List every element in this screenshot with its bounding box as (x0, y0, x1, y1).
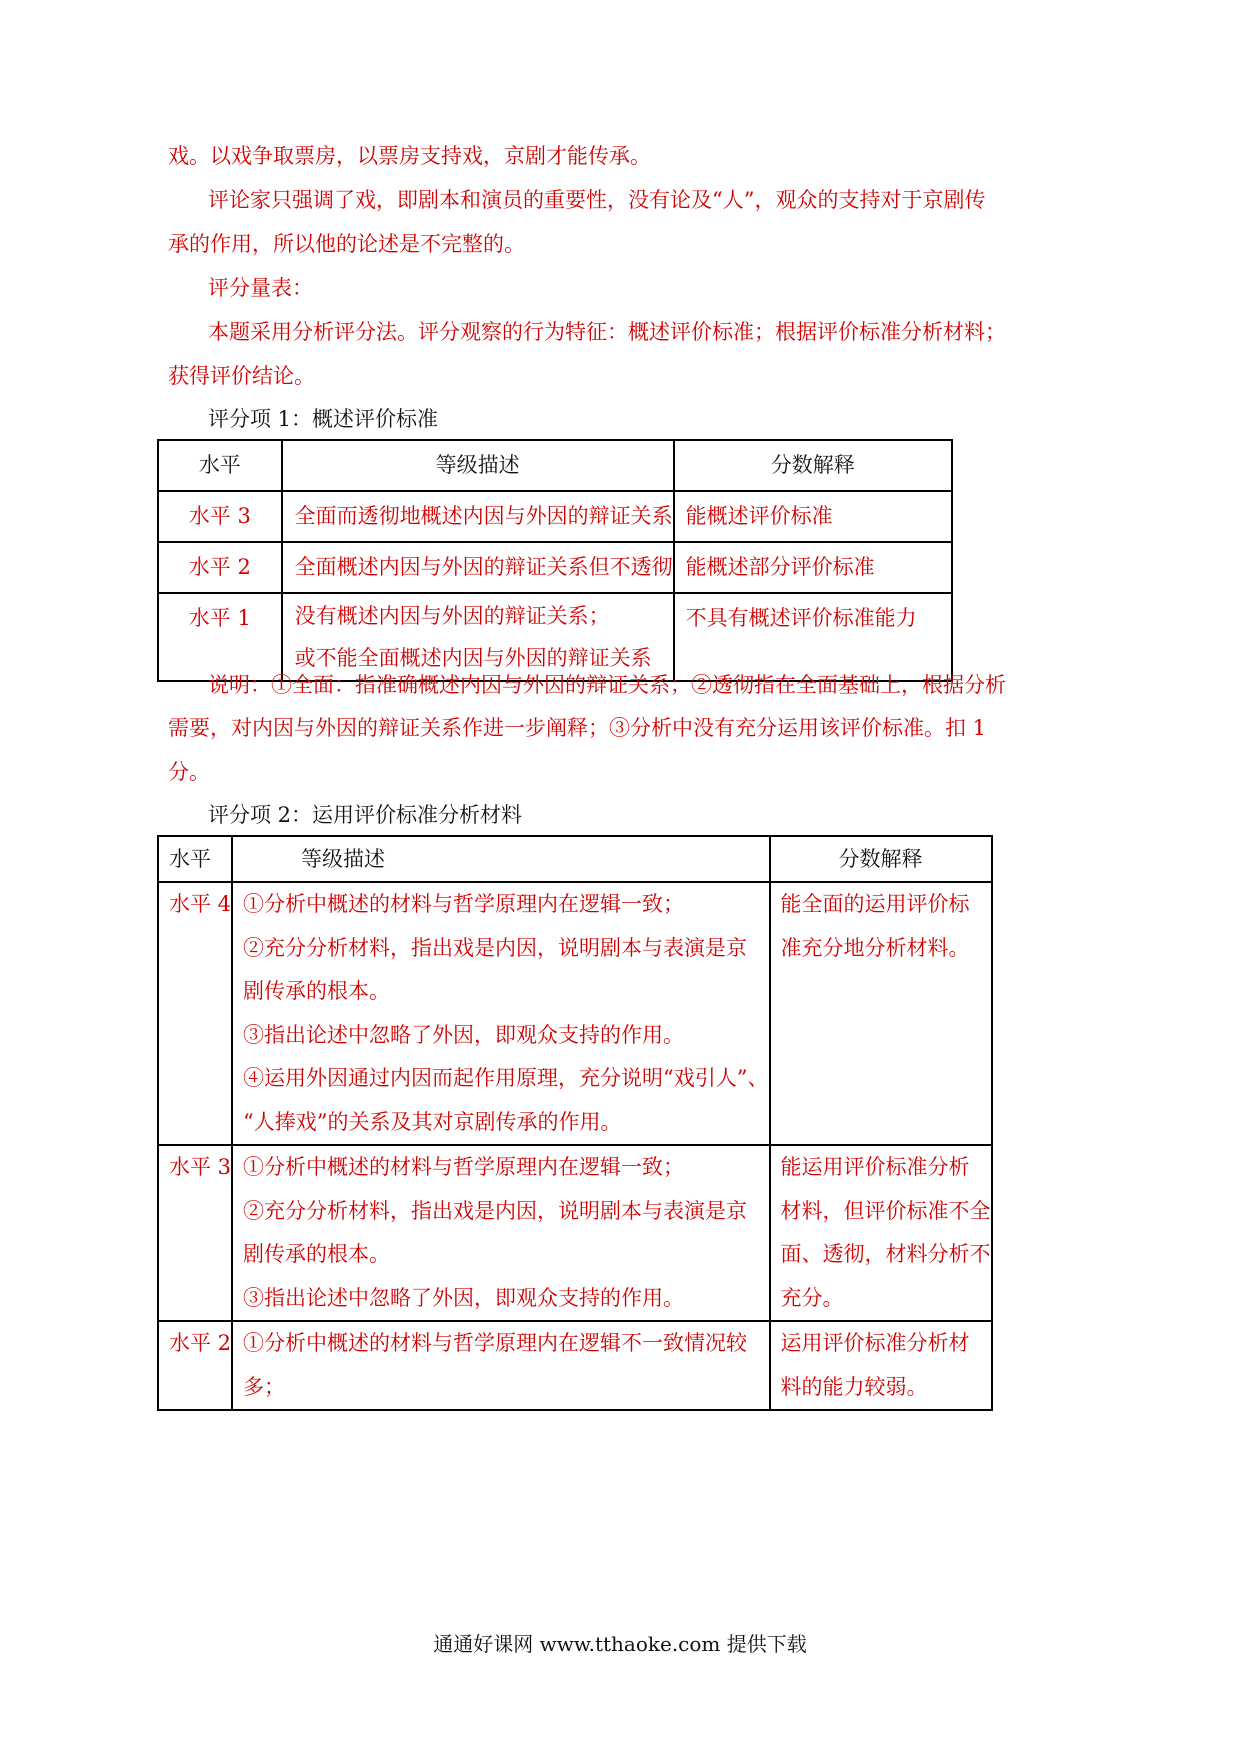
row-score: 能概述部分评价标准 (685, 555, 875, 579)
row-description: 或不能全面概述内因与外因的辩证关系 (294, 646, 652, 670)
row-score: 充分。 (780, 1285, 844, 1310)
row-score: 能概述评价标准 (685, 504, 833, 528)
header-description: 等级描述 (301, 847, 386, 871)
row-description: ④运用外因通过内因而起作用原理，充分说明“戏引人”、 (243, 1066, 769, 1090)
intro-line-3: 承的作用，所以他的论述是不完整的。 (168, 232, 525, 256)
row-description: “人捧戏”的关系及其对京剧传承的作用。 (243, 1109, 622, 1134)
row-level: 水平 3 (169, 1155, 232, 1179)
row-description: 剧传承的根本。 (243, 1242, 391, 1266)
table-header-row (158, 836, 992, 882)
row-score: 能运用评价标准分析 (780, 1155, 970, 1179)
header-score: 分数解释 (770, 453, 855, 477)
rubric-heading: 评分量表： (208, 276, 313, 300)
note-line-2: 需要，对内因与外因的辩证关系作进一步阐释；③分析中没有充分运用该评价标准。扣 1 (168, 716, 987, 740)
row-description: ①分析中概述的材料与哲学原理内在逻辑一致； (243, 1155, 685, 1179)
method-line-2: 获得评价结论。 (168, 364, 315, 388)
row-description: ③指出论述中忽略了外因，即观众支持的作用。 (243, 1022, 685, 1047)
intro-line-1: 戏。以戏争取票房，以票房支持戏，京剧才能传承。 (168, 144, 651, 168)
table-row (158, 882, 992, 1145)
table-row (158, 542, 952, 593)
header-level: 水平 (169, 847, 211, 871)
row-level: 水平 2 (188, 555, 251, 579)
row-score: 不具有概述评价标准能力 (685, 606, 917, 630)
row-description: 全面概述内因与外因的辩证关系但不透彻 (294, 555, 673, 579)
table-row (158, 1145, 992, 1321)
item2-table (157, 835, 993, 1411)
table-row (158, 491, 952, 542)
row-description: ①分析中概述的材料与哲学原理内在逻辑不一致情况较 (243, 1331, 748, 1355)
intro-line-2: 评论家只强调了戏，即剧本和演员的重要性，没有论及“人”，观众的支持对于京剧传 (208, 188, 986, 212)
row-description: 没有概述内因与外因的辩证关系； (294, 604, 610, 628)
row-description: 剧传承的根本。 (243, 979, 391, 1003)
row-level: 水平 4 (169, 892, 232, 916)
row-level: 水平 1 (188, 606, 251, 630)
row-description: ②充分分析材料，指出戏是内因，说明剧本与表演是京 (243, 1198, 748, 1223)
row-level: 水平 3 (188, 504, 251, 528)
row-score: 料的能力较弱。 (780, 1374, 928, 1399)
header-score: 分数解释 (838, 847, 923, 871)
table-row (158, 593, 952, 681)
row-score: 材料，但评价标准不全 (780, 1198, 991, 1223)
table-header-row (158, 440, 952, 491)
method-line-1: 本题采用分析评分法。评分观察的行为特征：概述评价标准；根据评价标准分析材料； (208, 320, 1006, 344)
row-description: ②充分分析材料，指出戏是内因，说明剧本与表演是京 (243, 935, 748, 960)
row-score: 运用评价标准分析材 (780, 1331, 970, 1355)
item1-title: 评分项 1：概述评价标准 (208, 407, 439, 431)
row-level: 水平 2 (169, 1331, 232, 1355)
row-description: 多； (243, 1374, 286, 1399)
row-description: ③指出论述中忽略了外因，即观众支持的作用。 (243, 1285, 685, 1310)
header-level: 水平 (198, 453, 241, 477)
row-score: 能全面的运用评价标 (780, 892, 970, 916)
footer-text: 通通好课网 www.tthaoke.com 提供下载 (433, 1632, 807, 1656)
row-description: ①分析中概述的材料与哲学原理内在逻辑一致； (243, 892, 685, 916)
note-line-1: 说明：①全面：指准确概述内因与外因的辩证关系；②透彻指在全面基础上，根据分析 (208, 673, 1006, 697)
row-description: 全面而透彻地概述内因与外因的辩证关系 (294, 504, 673, 528)
note-line-3: 分。 (168, 760, 210, 784)
table-row (158, 1321, 992, 1410)
row-score: 准充分地分析材料。 (780, 935, 970, 960)
item2-title: 评分项 2：运用评价标准分析材料 (208, 803, 523, 827)
row-score: 面、透彻，材料分析不 (780, 1242, 991, 1266)
header-description: 等级描述 (435, 453, 520, 477)
item1-table (157, 439, 953, 682)
